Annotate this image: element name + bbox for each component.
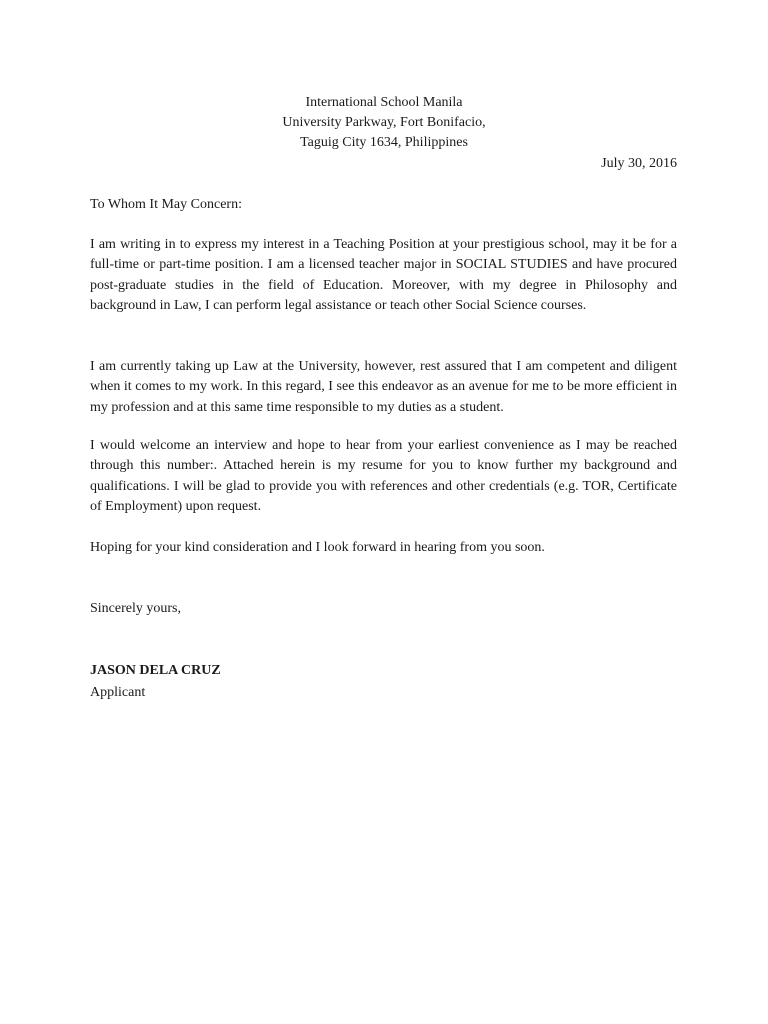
salutation: To Whom It May Concern: bbox=[90, 197, 242, 212]
body-paragraph-2: I am currently taking up Law at the University, however, rest assured that I am competent and diligent when it comes to my work. In this regard, I see this endeavor as an avenue for me to be more efficient in my profession and at this same time responsible to my duties as a student. bbox=[90, 359, 677, 415]
body-paragraph-4: Hoping for your kind consideration and I look forward in hearing from you soon. bbox=[90, 540, 545, 555]
closing: Sincerely yours, bbox=[90, 601, 181, 616]
body-paragraph-3: I would welcome an interview and hope to hear from your earliest convenience as I may be reached through this number:. Attached herein is my resume for you to know further my background and qualifications. I will be glad to provide you with references and other credentials (e.g. TOR, Certificate of Employment) upon request. bbox=[90, 438, 677, 514]
body-paragraph-1: I am writing in to express my interest in a Teaching Position at your prestigious school, may it be for a full-time or part-time position. I am a licensed teacher major in SOCIAL STUDIES and have procured post-graduate studies in the field of Education. Moreover, with my degree in Philosophy and background in Law, I can perform legal assistance or teach other Social Science courses. bbox=[90, 237, 677, 313]
recipient-address-line-3: Taguig City 1634, Philippines bbox=[300, 135, 468, 150]
signature-title: Applicant bbox=[90, 685, 146, 700]
recipient-address-line-1: International School Manila bbox=[305, 95, 463, 110]
recipient-address-line-2: University Parkway, Fort Bonifacio, bbox=[282, 115, 486, 130]
signature-name: JASON DELA CRUZ bbox=[90, 663, 221, 678]
letter-date: July 30, 2016 bbox=[601, 156, 677, 171]
